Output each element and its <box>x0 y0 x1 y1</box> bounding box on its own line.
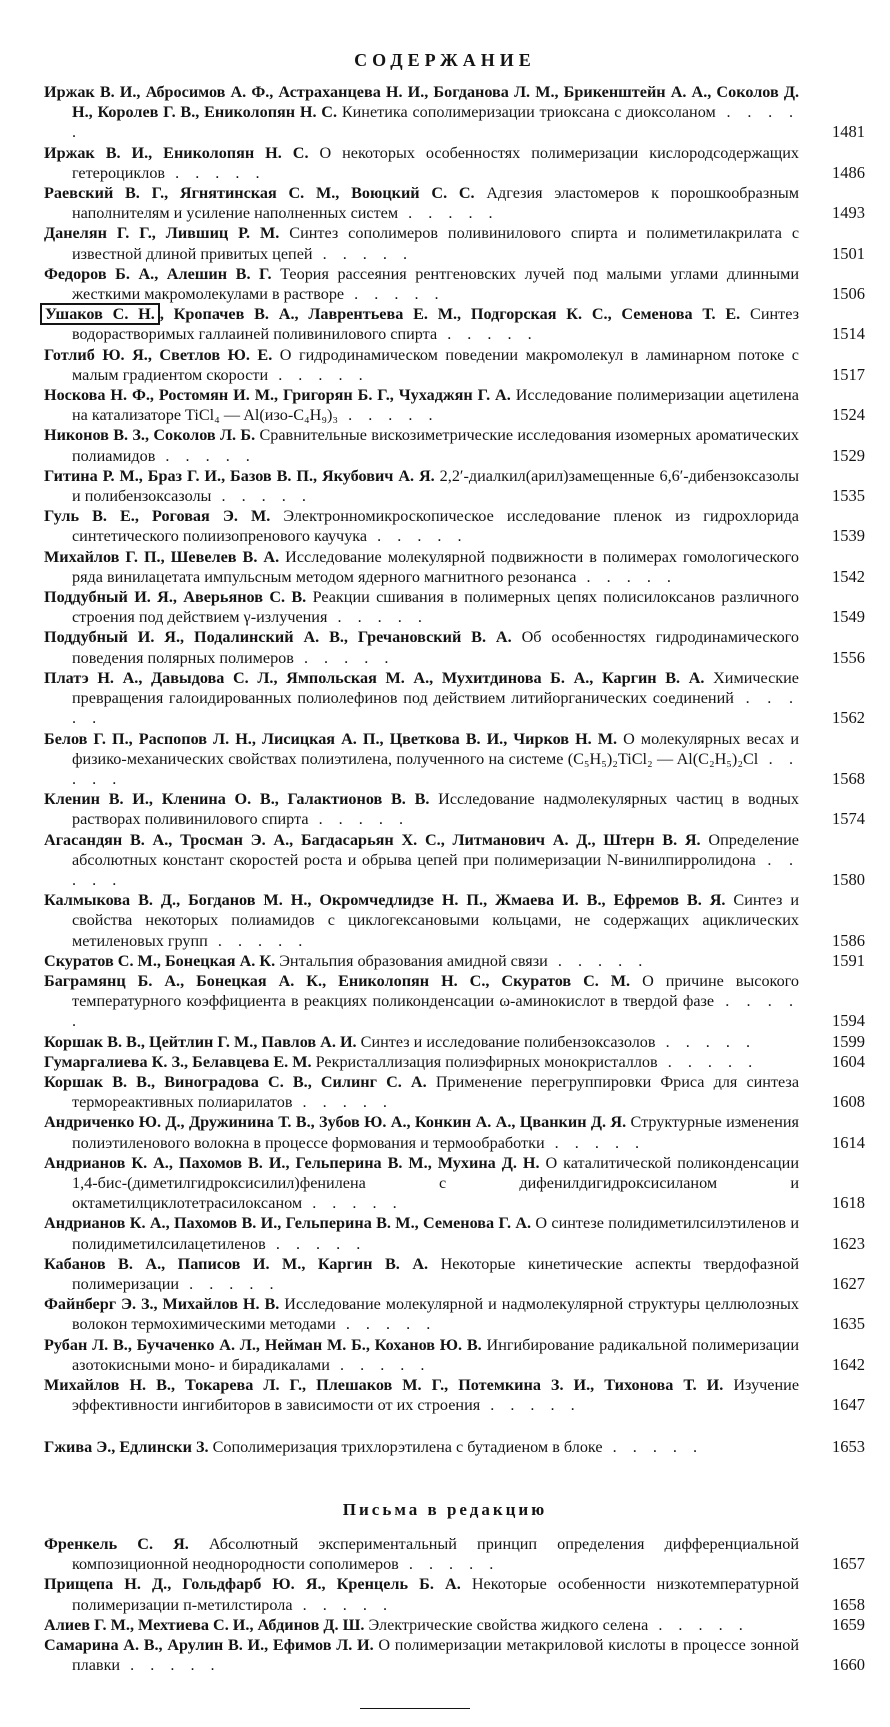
toc-entry-text <box>44 1615 799 1635</box>
toc-entry-page: 1524 <box>832 405 865 425</box>
toc-entry-title: Исследование полимеризации ацетилена на катализаторе TiCl₄ — Al(изо-C₄H₉)₃ <box>72 386 799 425</box>
toc-entry-title: О причине высокого температурного коэффициента в реакциях поликонденсации ω-аминокислот в твердой фазе <box>72 971 800 1011</box>
toc-entry-text <box>44 1254 799 1294</box>
toc-entry-authors: Прищепа Н. Д., Гольдфарб Ю. Я., Кренцель Б. А. <box>44 1575 461 1594</box>
toc-entry-text <box>44 1072 799 1112</box>
toc-entry-authors: Калмыкова В. Д., Богданов М. Н., Окромчедлидзе Н. П., Жмаева И. В., Ефремов В. Я. <box>44 891 726 910</box>
toc-entry-page: 1647 <box>832 1395 865 1415</box>
toc-entry-title: Сравнительные вискозиметрические исследования изомерных ароматических полиамидов <box>72 426 799 465</box>
toc-entry-title: Теория рассеяния рентгеновских лучей под малыми углами длинными жесткими макромолекулами в растворе <box>72 264 799 304</box>
toc-standalone <box>0 1437 890 1457</box>
toc-entry-leader: . . . . . <box>120 1656 221 1675</box>
toc-entry-text <box>44 264 799 304</box>
toc-entry-title: Определение абсолютных констант скоростей роста и обрыва цепей при полимеризации N-винилпирролидона <box>72 830 799 869</box>
toc-entry-text <box>44 82 799 143</box>
toc-entry-text <box>44 223 799 263</box>
toc-entry-leader: . . . . . <box>292 1093 393 1112</box>
toc-entry-text <box>44 1032 799 1052</box>
toc-entry <box>44 1635 880 1675</box>
toc-entry <box>44 1032 880 1052</box>
toc-entry-authors: Андриченко Ю. Д., Дружинина Т. В., Зубов Ю. А., Конкин А. А., Цванкин Д. Я. <box>44 1113 627 1132</box>
toc-entry-text <box>44 1213 799 1253</box>
toc-entry-authors: Носкова Н. Ф., Ростомян И. М., Григорян Б. Г., Чухаджян Г. А. <box>44 386 511 405</box>
toc-entry-authors: Коршак В. В., Виноградова С. В., Силинг С. А. <box>44 1072 427 1091</box>
toc-entry-text <box>44 183 799 223</box>
toc-entry-text <box>44 345 799 385</box>
toc-entry-title: Исследование молекулярной подвижности в полимерах гомологического ряда винилацетата импульсным методом ядерного магнитного резонанса <box>72 547 800 586</box>
toc-entry-page: 1653 <box>832 1437 865 1456</box>
toc-entry-leader: . . . . . <box>72 689 799 728</box>
toc-entry-page: 1594 <box>832 1011 865 1031</box>
toc-entry-title: Исследование надмолекулярных частиц в водных растворах поливинилового спирта <box>72 790 799 829</box>
toc-entry <box>44 304 880 344</box>
toc-entry-text <box>44 1153 799 1214</box>
toc-main-list <box>0 82 890 1415</box>
toc-entry-page: 1481 <box>832 122 865 142</box>
toc-entry-authors: Гуль В. Е., Роговая Э. М. <box>44 507 271 526</box>
toc-entry-authors: Андрианов К. А., Пахомов В. И., Гельперина В. М., Мухина Д. Н. <box>44 1153 540 1172</box>
toc-entry-title: Абсолютный экспериментальный принцип определения дифференциальной композиционной неоднородности сополимеров <box>72 1535 799 1574</box>
toc-entry-text <box>44 587 799 627</box>
toc-entry-authors: Готлиб Ю. Я., Светлов Ю. Е. <box>44 345 273 364</box>
toc-entry-text <box>44 1574 799 1614</box>
toc-entry-leader: . . . . . <box>398 1555 500 1574</box>
toc-entry-leader: . . . . . <box>268 365 369 384</box>
toc-entry-page: 1658 <box>832 1594 865 1614</box>
toc-letters-list <box>0 1534 890 1675</box>
toc-entry-text <box>44 425 799 465</box>
toc-entry-authors: Самарина А. В., Арулин В. И., Ефимов Л. И. <box>44 1636 374 1655</box>
toc-entry-page: 1529 <box>832 445 865 465</box>
toc-entry-authors: Алиев Г. М., Мехтиева С. И., Абдинов Д. Ш. <box>44 1615 365 1634</box>
toc-entry-page: 1608 <box>832 1092 865 1112</box>
toc-entry-title: Адгезия эластомеров к порошкообразным наполнителям и усиление наполненных систем <box>72 184 799 223</box>
toc-entry <box>44 729 880 790</box>
toc-entry-title: Синтез сополимеров поливинилового спирта и полиметилакрилата с известной длиной привитых цепей <box>72 224 800 263</box>
toc-entry-page: 1562 <box>832 708 865 728</box>
toc-entry <box>44 830 880 891</box>
toc-entry-title: О молекулярных весах и физико-механических свойствах полиэтилена, полученного на системе (C₅H₅)₂TiCl₂ — Al(C₂H₅)₂Cl <box>72 729 799 768</box>
toc-entry-page: 1614 <box>832 1132 865 1152</box>
toc-entry-page: 1506 <box>832 284 865 304</box>
page-title: СОДЕРЖАНИЕ <box>354 50 536 70</box>
toc-entry-text <box>44 304 799 344</box>
toc-entry-authors: Агасандян В. А., Тросман Э. А., Багдасарьян Х. С., Литманович А. Д., Штерн В. Я. <box>44 830 701 849</box>
toc-entry-leader: . . . . . <box>655 1032 757 1051</box>
toc-entry <box>44 1254 880 1294</box>
toc-entry-leader: . . . . . <box>292 1595 394 1614</box>
toc-entry-text <box>44 1294 799 1334</box>
toc-entry-title: Структурные изменения полиэтиленового волокна в процессе формования и термообработки <box>72 1113 799 1152</box>
toc-entry-page: 1635 <box>832 1314 865 1334</box>
toc-entry-text <box>44 385 799 425</box>
toc-entry-page: 1599 <box>832 1031 865 1051</box>
toc-entry-title: Кинетика сополимеризации триоксана с диоксоланом <box>341 103 716 122</box>
toc-entry-authors: Файнберг Э. З., Михайлов Н. В. <box>44 1295 280 1314</box>
toc-entry-page: 1623 <box>832 1233 865 1253</box>
toc-entry-authors: Платэ Н. А., Давыдова С. Л., Ямпольская М. А., Мухитдинова Б. А., Каргин В. А. <box>44 668 705 687</box>
toc-entry-authors: Баграмянц Б. А., Бонецкая А. К., Ениколопян Н. С., Скуратов С. М. <box>44 971 631 990</box>
toc-entry-authors: Иржак В. И., Ениколопян Н. С. <box>44 143 309 162</box>
toc-entry <box>44 1534 880 1574</box>
toc-entry <box>44 345 880 385</box>
toc-entry-leader: . . . . . <box>72 103 800 142</box>
toc-entry-page: 1580 <box>832 869 865 889</box>
toc-entry <box>44 951 880 971</box>
toc-entry-page: 1539 <box>832 526 865 546</box>
toc-entry <box>44 587 880 627</box>
toc-entry-title: Электрические свойства жидкого селена <box>368 1615 649 1634</box>
toc-entry-title: О каталитической поликонденсации 1,4-бис-(диметилгидроксисилил)фенилена с дифенилдигидроксисиланом и октаметилциклотетрасилоксаном <box>72 1153 799 1213</box>
toc-entry-title: Некоторые особенности низкотемпературной полимеризации п-метилстирола <box>72 1575 800 1614</box>
toc-entry <box>44 971 880 1032</box>
toc-entry-title: О синтезе полидиметилсилэтиленов и полидиметилсилацетиленов <box>72 1214 799 1253</box>
toc-entry-leader: . . . . . <box>155 446 256 465</box>
toc-entry-authors: Рубан Л. В., Бучаченко А. Л., Нейман М. Б., Коханов Ю. В. <box>44 1335 482 1354</box>
toc-entry-authors: Андрианов К. А., Пахомов В. И., Гельперина В. М., Семенова Г. А. <box>44 1214 532 1233</box>
toc-entry-authors: Федоров Б. А., Алешин В. Г. <box>44 264 272 283</box>
toc-entry-authors: Поддубный И. Я., Подалинский А. В., Гречановский В. А. <box>44 628 512 647</box>
toc-entry-authors: Никонов В. З., Соколов Л. Б. <box>44 426 256 445</box>
toc-entry-page: 1618 <box>832 1193 865 1213</box>
toc-entry <box>44 1294 880 1334</box>
toc-entry-text <box>44 1112 799 1152</box>
toc-entry-leader: . . . . . <box>367 527 468 546</box>
toc-entry <box>44 1072 880 1112</box>
toc-entry-title: О гидродинамическом поведении макромолекул в ламинарном потоке с малым градиентом скорости <box>72 345 799 384</box>
toc-entry-title: Применение перегруппировки Фриса для синтеза термореактивных полиарилатов <box>72 1072 800 1112</box>
toc-entry-leader: . . . . . <box>576 567 677 586</box>
toc-entry-page: 1568 <box>832 768 865 788</box>
toc-entry <box>44 1335 880 1375</box>
toc-entry-leader: . . . . . <box>179 1274 280 1293</box>
toc-entry-leader: . . . . . <box>312 244 414 263</box>
toc-entry-leader: . . . . . <box>293 648 395 667</box>
toc-entry-authors: Гитина Р. М., Браз Г. И., Базов В. П., Якубович А. Я. <box>44 466 435 485</box>
toc-entry-text <box>44 1437 799 1457</box>
toc-entry-authors: Поддубный И. Я., Аверьянов С. В. <box>44 588 307 607</box>
toc-entry-leader: . . . . . <box>211 487 312 506</box>
toc-entry-text <box>44 547 799 587</box>
toc-entry <box>44 1153 880 1214</box>
toc-entry-page: 1501 <box>832 243 865 263</box>
toc-entry-text <box>44 830 799 891</box>
toc-entry-leader: . . . . . <box>72 850 799 889</box>
toc-entry-authors: Скуратов С. М., Бонецкая А. К. <box>44 951 276 970</box>
toc-entry-leader: . . . . . <box>398 204 499 223</box>
toc-entry-title: Энтальпия образования амидной связи <box>279 951 548 970</box>
toc-entry-authors: Белов Г. П., Распопов Л. Н., Лисицкая А. П., Цветкова В. И., Чирков Н. М. <box>44 729 618 748</box>
toc-entry <box>44 1574 880 1614</box>
toc-entry-page: 1556 <box>832 647 865 667</box>
toc-entry-title: Некоторые кинетические аспекты твердофазной полимеризации <box>72 1254 800 1293</box>
toc-entry-boxed-author: Ушаков С. Н. <box>40 303 160 325</box>
toc-entry <box>44 425 880 465</box>
toc-entry-page: 1642 <box>832 1354 865 1374</box>
toc-entry-page: 1574 <box>832 809 865 829</box>
section-title-letters: Письма в редакцию <box>342 1500 548 1519</box>
end-rule <box>360 1708 470 1709</box>
toc-entry-leader: . . . . . <box>602 1438 704 1456</box>
toc-entry-text <box>44 1375 799 1415</box>
toc-entry <box>44 183 880 223</box>
toc-entry <box>44 1437 880 1457</box>
toc-entry-title: О некоторых особенностях полимеризации кислородсодержащих гетероциклов <box>72 143 800 182</box>
toc-entry-title: Электронномикроскопическое исследование пленок из гидрохлорида синтетического полиизопренового каучука <box>72 507 799 546</box>
toc-entry-page: 1514 <box>832 324 865 344</box>
toc-entry <box>44 1213 880 1253</box>
toc-entry-text <box>44 627 799 667</box>
toc-entry-leader: . . . . . <box>72 749 799 788</box>
toc-entry-title: Синтез водорастворимых галлаиней поливинилового спирта <box>72 305 799 344</box>
toc-entry-text <box>44 1052 799 1072</box>
toc-entry-text <box>44 951 799 971</box>
toc-entry-text <box>44 1335 799 1375</box>
toc-entry <box>44 264 880 304</box>
toc-entry <box>44 223 880 263</box>
toc-entry-text <box>44 971 799 1032</box>
toc-entry-title: Синтез и свойства некоторых полиамидов с циклогексановыми кольцами, не содержащих ациклических метиленовых групп <box>72 891 800 950</box>
toc-entry-leader: . . . . . <box>165 163 266 182</box>
toc-entry-page: 1535 <box>832 486 865 506</box>
toc-entry-page: 1657 <box>832 1554 865 1574</box>
toc-entry-title: О полимеризации метакриловой кислоты в процессе зонной плавки <box>72 1636 799 1675</box>
toc-entry-authors: Данелян Г. Г., Лившиц Р. М. <box>44 224 280 243</box>
toc-entry-title: Сополимеризация трихлорэтилена с бутадиеном в блоке <box>212 1438 603 1456</box>
toc-entry-page: 1659 <box>832 1614 865 1634</box>
toc-entry-authors: Михайлов Г. П., Шевелев В. А. <box>44 547 280 566</box>
toc-entry-leader: . . . . . <box>72 992 799 1031</box>
toc-entry-text <box>44 789 799 829</box>
toc-entry-page: 1486 <box>832 162 865 182</box>
toc-entry-title: Синтез и исследование полибензоксазолов <box>360 1032 656 1051</box>
toc-entry-title: Химические превращения галоидированных полиолефинов под действием литийорганических соединений <box>72 668 799 708</box>
toc-entry-leader: . . . . . <box>338 406 439 425</box>
toc-entry-text <box>44 143 799 183</box>
toc-entry-leader: . . . . . <box>544 1133 646 1152</box>
toc-entry <box>44 82 880 143</box>
toc-entry <box>44 506 880 546</box>
toc-entry-leader: . . . . . <box>265 1234 367 1253</box>
toc-entry-title: Об особенностях гидродинамического поведения полярных полимеров <box>72 628 799 667</box>
toc-entry-title: Ингибирование радикальной полимеризации азотокисными моно- и бирадикалами <box>72 1335 799 1374</box>
toc-entry-title: 2,2′-диалкил(арил)замещенные 6,6′-дибензоксазолы и полибензоксазолы <box>72 466 800 506</box>
toc-entry <box>44 668 880 729</box>
toc-entry-page: 1493 <box>832 203 865 223</box>
toc-entry-leader: . . . . . <box>480 1396 581 1415</box>
toc-entry-leader: . . . . . <box>302 1194 403 1213</box>
toc-entry-authors: Гжива Э., Едлински З. <box>44 1438 209 1456</box>
toc-entry-leader: . . . . . <box>344 285 445 304</box>
toc-entry <box>44 143 880 183</box>
toc-entry <box>44 789 880 829</box>
toc-entry <box>44 547 880 587</box>
toc-entry-page: 1542 <box>832 566 865 586</box>
toc-entry-title: Рекристаллизация полиэфирных монокристаллов <box>315 1052 658 1071</box>
toc-entry <box>44 1112 880 1152</box>
toc-entry-authors: Гумаргалиева К. З., Белавцева Е. М. <box>44 1052 312 1071</box>
toc-entry-page: 1586 <box>832 930 865 950</box>
toc-entry-leader: . . . . . <box>329 1355 431 1374</box>
toc-entry-page: 1627 <box>832 1273 865 1293</box>
toc-entry-page: 1549 <box>832 607 865 627</box>
toc-entry-page: 1660 <box>832 1655 865 1675</box>
toc-entry-authors: Михайлов Н. В., Токарева Л. Г., Плешаков М. Г., Потемкина З. И., Тихонова Т. И. <box>44 1376 724 1394</box>
toc-entry-authors: Иржак В. И., Абросимов А. Ф., Астраханцева Н. И., Богданова Л. М., Брикенштейн А. А., Соколов Д. Н., Королев Г. В., Ениколопян Н. С. <box>44 83 799 122</box>
toc-entry-authors: Раевский В. Г., Ягнятинская С. М., Воюцкий С. С. <box>44 184 475 203</box>
toc-entry-text <box>44 729 799 790</box>
toc-entry-text <box>44 668 799 729</box>
toc-entry-leader: . . . . . <box>308 810 409 829</box>
toc-entry-authors: Коршак В. В., Цейтлин Г. М., Павлов А. И. <box>44 1032 357 1051</box>
toc-entry-leader: . . . . . <box>207 931 309 950</box>
toc-entry-authors: Кленин В. И., Кленина О. В., Галактионов В. В. <box>44 790 430 809</box>
toc-entry-title: Реакции сшивания в полимерных цепях полисилоксанов различного строения под действием γ-излучения <box>72 588 799 627</box>
toc-entry-leader: . . . . . <box>437 325 538 344</box>
toc-entry-leader: . . . . . <box>547 951 649 970</box>
toc-entry-leader: . . . . . <box>648 1615 749 1634</box>
toc-entry-authors: Френкель С. Я. <box>44 1535 189 1553</box>
toc-entry-page: 1517 <box>832 364 865 384</box>
toc-entry-leader: . . . . . <box>335 1315 437 1334</box>
toc-entry-authors: Кабанов В. А., Паписов И. М., Каргин В. А. <box>44 1254 429 1273</box>
toc-entry-title: Исследование молекулярной и надмолекулярной структуры целлюлозных волокон термохимическими методами <box>72 1295 800 1334</box>
toc-entry-authors: , Кропачев В. А., Лаврентьева Е. М., Подгорская К. С., Семенова Т. Е. <box>159 305 741 324</box>
toc-entry-text <box>44 466 799 506</box>
toc-entry-title: Изучение эффективности ингибиторов в зависимости от их строения <box>72 1376 800 1415</box>
toc-entry-page: 1591 <box>832 950 865 970</box>
toc-entry-text <box>44 506 799 546</box>
toc-entry <box>44 890 880 951</box>
toc-entry-text <box>44 1534 799 1574</box>
toc-entry <box>44 385 880 425</box>
toc-entry-leader: . . . . . <box>657 1052 759 1071</box>
toc-entry-text <box>44 890 799 951</box>
toc-entry <box>44 1375 880 1415</box>
toc-entry-page: 1604 <box>832 1051 865 1071</box>
toc-entry <box>44 466 880 506</box>
toc-entry <box>44 627 880 667</box>
toc-entry <box>44 1615 880 1635</box>
toc-entry-leader: . . . . . <box>327 608 428 627</box>
toc-entry-text <box>44 1635 799 1675</box>
toc-entry <box>44 1052 880 1072</box>
